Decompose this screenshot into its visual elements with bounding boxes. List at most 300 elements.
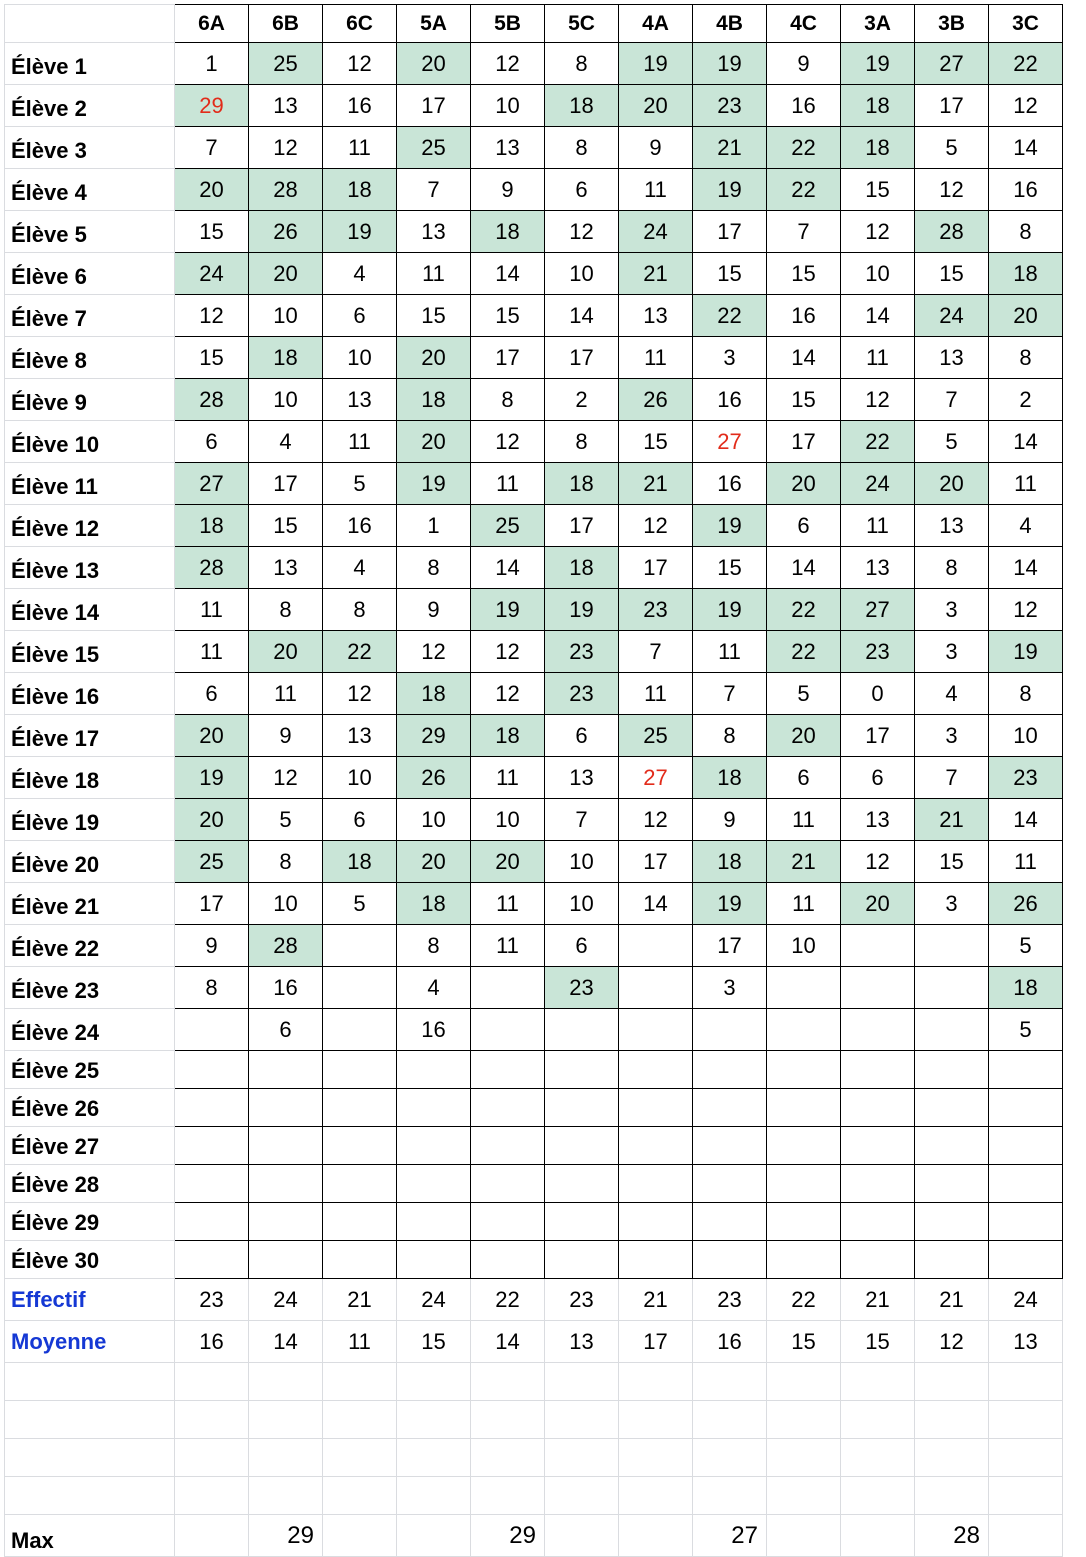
grade-cell[interactable]: 10 [471,799,545,841]
grade-cell[interactable] [545,1089,619,1127]
grade-cell[interactable]: 14 [471,253,545,295]
grade-cell[interactable]: 6 [323,295,397,337]
grade-cell[interactable] [767,1089,841,1127]
grade-cell[interactable] [915,967,989,1009]
grade-cell[interactable]: 7 [619,631,693,673]
grade-cell[interactable] [175,1009,249,1051]
grade-cell[interactable] [693,1165,767,1203]
grade-cell[interactable]: 12 [989,589,1063,631]
grade-cell[interactable] [841,1009,915,1051]
grade-cell[interactable] [175,1127,249,1165]
empty-cell[interactable] [471,1363,545,1401]
grade-cell[interactable]: 13 [545,757,619,799]
grade-cell[interactable]: 3 [915,715,989,757]
empty-cell[interactable] [767,1477,841,1515]
grade-cell[interactable] [841,1165,915,1203]
grade-cell[interactable]: 8 [249,841,323,883]
grade-cell[interactable] [323,1089,397,1127]
empty-cell[interactable] [397,1439,471,1477]
grade-cell[interactable]: 20 [397,841,471,883]
grade-cell[interactable]: 8 [545,127,619,169]
empty-cell[interactable] [249,1439,323,1477]
grade-cell[interactable]: 28 [915,211,989,253]
stat-label[interactable]: Effectif [5,1279,175,1321]
grade-cell[interactable]: 18 [471,715,545,757]
grade-cell[interactable]: 12 [471,421,545,463]
grade-cell[interactable]: 18 [323,841,397,883]
grade-cell[interactable]: 22 [767,589,841,631]
grade-cell[interactable]: 17 [693,211,767,253]
grade-cell[interactable] [323,1009,397,1051]
grade-cell[interactable]: 17 [249,463,323,505]
grade-cell[interactable]: 8 [397,925,471,967]
stat-cell[interactable]: 16 [175,1321,249,1363]
grade-cell[interactable]: 18 [397,379,471,421]
column-header-4b[interactable]: 4B [693,5,767,43]
grade-cell[interactable] [471,1051,545,1089]
grade-cell[interactable] [915,1127,989,1165]
stat-cell[interactable]: 14 [471,1321,545,1363]
grade-cell[interactable]: 18 [545,463,619,505]
grade-cell[interactable]: 11 [693,631,767,673]
grade-cell[interactable]: 10 [249,379,323,421]
grade-cell[interactable]: 16 [397,1009,471,1051]
grade-cell[interactable]: 20 [397,337,471,379]
grade-cell[interactable] [693,1203,767,1241]
grade-cell[interactable]: 16 [249,967,323,1009]
grade-cell[interactable]: 22 [767,127,841,169]
stat-cell[interactable]: 13 [545,1321,619,1363]
empty-cell[interactable] [323,1401,397,1439]
empty-cell[interactable] [175,1477,249,1515]
grade-cell[interactable]: 12 [323,673,397,715]
grade-cell[interactable]: 18 [323,169,397,211]
grade-cell[interactable]: 17 [175,883,249,925]
grade-cell[interactable]: 8 [249,589,323,631]
grade-cell[interactable]: 7 [693,673,767,715]
grade-cell[interactable] [767,1241,841,1279]
grade-cell[interactable]: 5 [915,421,989,463]
grade-cell[interactable]: 22 [767,169,841,211]
grade-cell[interactable] [619,1051,693,1089]
empty-cell[interactable] [619,1363,693,1401]
grade-cell[interactable]: 14 [989,127,1063,169]
grade-cell[interactable]: 13 [471,127,545,169]
empty-cell[interactable] [249,1401,323,1439]
grade-cell[interactable]: 22 [693,295,767,337]
grade-cell[interactable]: 7 [767,211,841,253]
grade-cell[interactable]: 27 [841,589,915,631]
grade-cell[interactable]: 18 [693,757,767,799]
grade-cell[interactable]: 18 [397,883,471,925]
column-header-5a[interactable]: 5A [397,5,471,43]
empty-cell[interactable] [175,1401,249,1439]
grade-cell[interactable] [841,1089,915,1127]
grade-cell[interactable]: 6 [249,1009,323,1051]
grade-cell[interactable]: 17 [619,841,693,883]
stat-cell[interactable]: 23 [175,1279,249,1321]
grade-cell[interactable]: 10 [545,841,619,883]
empty-cell[interactable] [693,1363,767,1401]
grade-cell[interactable]: 11 [767,883,841,925]
grade-cell[interactable]: 12 [989,85,1063,127]
empty-cell[interactable] [915,1477,989,1515]
grade-cell[interactable]: 16 [767,295,841,337]
grade-cell[interactable]: 4 [249,421,323,463]
stat-cell[interactable]: 13 [989,1321,1063,1363]
grade-cell[interactable]: 15 [915,253,989,295]
grade-cell[interactable]: 19 [693,883,767,925]
max-cell[interactable] [397,1515,471,1557]
grade-cell[interactable]: 8 [693,715,767,757]
grade-cell[interactable]: 20 [175,169,249,211]
grade-cell[interactable]: 11 [249,673,323,715]
grade-cell[interactable]: 14 [471,547,545,589]
grade-cell[interactable]: 9 [693,799,767,841]
grade-cell[interactable]: 8 [545,43,619,85]
grade-cell[interactable]: 18 [471,211,545,253]
empty-cell[interactable] [693,1477,767,1515]
grade-cell[interactable]: 10 [989,715,1063,757]
grade-cell[interactable] [545,1127,619,1165]
column-header-5b[interactable]: 5B [471,5,545,43]
grade-cell[interactable]: 8 [989,673,1063,715]
empty-cell[interactable] [841,1477,915,1515]
grade-cell[interactable] [915,1165,989,1203]
stat-cell[interactable]: 23 [693,1279,767,1321]
grade-cell[interactable]: 15 [619,421,693,463]
grade-cell[interactable]: 11 [841,505,915,547]
grade-cell[interactable]: 6 [545,715,619,757]
stat-cell[interactable]: 24 [249,1279,323,1321]
empty-cell[interactable] [175,1363,249,1401]
grade-cell[interactable]: 19 [693,589,767,631]
grade-cell[interactable]: 12 [841,379,915,421]
grade-cell[interactable] [323,1051,397,1089]
grade-cell[interactable] [767,1127,841,1165]
grade-cell[interactable]: 24 [915,295,989,337]
max-cell[interactable]: 28 [915,1515,989,1557]
grade-cell[interactable]: 20 [249,631,323,673]
column-header-3b[interactable]: 3B [915,5,989,43]
grade-cell[interactable]: 17 [767,421,841,463]
stat-cell[interactable]: 21 [915,1279,989,1321]
empty-cell[interactable] [915,1363,989,1401]
grade-cell[interactable]: 6 [767,505,841,547]
grade-cell[interactable]: 12 [471,673,545,715]
column-header-3c[interactable]: 3C [989,5,1063,43]
grade-cell[interactable] [767,1009,841,1051]
stat-cell[interactable]: 12 [915,1321,989,1363]
grade-cell[interactable]: 11 [989,463,1063,505]
grade-cell[interactable] [249,1089,323,1127]
grade-cell[interactable]: 15 [397,295,471,337]
grade-cell[interactable] [545,1241,619,1279]
grade-cell[interactable]: 23 [841,631,915,673]
grade-cell[interactable] [989,1241,1063,1279]
grade-cell[interactable]: 14 [767,547,841,589]
grade-cell[interactable] [175,1203,249,1241]
grade-cell[interactable]: 7 [915,379,989,421]
grade-cell[interactable]: 19 [989,631,1063,673]
grade-cell[interactable] [323,1127,397,1165]
grade-cell[interactable]: 18 [397,673,471,715]
grade-cell[interactable]: 20 [397,43,471,85]
column-header-4c[interactable]: 4C [767,5,841,43]
grade-cell[interactable]: 10 [545,883,619,925]
grade-cell[interactable]: 23 [545,673,619,715]
grade-cell[interactable]: 14 [989,799,1063,841]
grade-cell[interactable] [397,1127,471,1165]
grade-cell[interactable] [471,967,545,1009]
grade-cell[interactable] [471,1165,545,1203]
grade-cell[interactable]: 11 [471,463,545,505]
grade-cell[interactable]: 19 [693,169,767,211]
grade-cell[interactable]: 16 [767,85,841,127]
grade-cell[interactable]: 9 [767,43,841,85]
grade-cell[interactable]: 22 [989,43,1063,85]
grade-cell[interactable]: 13 [323,379,397,421]
empty-cell[interactable] [545,1401,619,1439]
grade-cell[interactable] [471,1241,545,1279]
grade-cell[interactable]: 13 [841,799,915,841]
grade-cell[interactable]: 11 [619,673,693,715]
grade-cell[interactable]: 20 [767,463,841,505]
grade-cell[interactable]: 19 [175,757,249,799]
column-header-6c[interactable]: 6C [323,5,397,43]
column-header-4a[interactable]: 4A [619,5,693,43]
empty-cell[interactable] [397,1363,471,1401]
grade-cell[interactable]: 1 [175,43,249,85]
grade-cell[interactable] [471,1203,545,1241]
grade-cell[interactable]: 12 [545,211,619,253]
empty-cell[interactable] [989,1401,1063,1439]
grade-cell[interactable] [619,1165,693,1203]
grade-cell[interactable] [175,1165,249,1203]
grade-cell[interactable]: 11 [175,589,249,631]
grade-cell[interactable] [767,1203,841,1241]
grade-cell[interactable]: 25 [397,127,471,169]
grade-cell[interactable]: 8 [471,379,545,421]
grade-cell[interactable]: 13 [397,211,471,253]
max-cell[interactable] [323,1515,397,1557]
max-cell[interactable]: 29 [471,1515,545,1557]
grade-cell[interactable]: 13 [619,295,693,337]
grade-cell[interactable]: 11 [471,883,545,925]
empty-cell[interactable] [545,1363,619,1401]
grade-cell[interactable] [989,1203,1063,1241]
grade-cell[interactable]: 5 [323,463,397,505]
grade-cell[interactable]: 19 [693,505,767,547]
grade-cell[interactable]: 1 [397,505,471,547]
empty-cell[interactable] [841,1363,915,1401]
grade-cell[interactable]: 15 [249,505,323,547]
grade-cell[interactable] [915,1203,989,1241]
grade-cell[interactable]: 8 [989,211,1063,253]
stat-cell[interactable]: 21 [841,1279,915,1321]
grade-cell[interactable] [323,967,397,1009]
max-cell[interactable] [767,1515,841,1557]
grade-cell[interactable]: 5 [249,799,323,841]
grade-cell[interactable]: 6 [545,925,619,967]
empty-cell[interactable] [175,1439,249,1477]
grade-cell[interactable] [767,1051,841,1089]
grade-cell[interactable] [915,1089,989,1127]
grade-cell[interactable]: 12 [841,841,915,883]
grade-cell[interactable]: 2 [989,379,1063,421]
stat-cell[interactable]: 15 [841,1321,915,1363]
grade-cell[interactable]: 15 [841,169,915,211]
grade-cell[interactable]: 14 [545,295,619,337]
empty-cell[interactable] [5,1477,175,1515]
grade-cell[interactable]: 15 [693,547,767,589]
grade-cell[interactable]: 4 [323,547,397,589]
student-label[interactable]: Élève 18 [5,757,175,799]
max-cell[interactable] [545,1515,619,1557]
student-label[interactable]: Élève 26 [5,1089,175,1127]
grade-cell[interactable]: 21 [767,841,841,883]
student-label[interactable]: Élève 2 [5,85,175,127]
grade-cell[interactable]: 20 [175,799,249,841]
grade-cell[interactable]: 15 [767,253,841,295]
max-cell[interactable] [841,1515,915,1557]
grade-cell[interactable]: 10 [841,253,915,295]
stat-label[interactable]: Moyenne [5,1321,175,1363]
student-label[interactable]: Élève 17 [5,715,175,757]
grade-cell[interactable]: 8 [989,337,1063,379]
student-label[interactable]: Élève 15 [5,631,175,673]
grade-cell[interactable] [397,1089,471,1127]
grade-cell[interactable]: 5 [989,925,1063,967]
grade-cell[interactable] [471,1127,545,1165]
empty-cell[interactable] [545,1477,619,1515]
stat-cell[interactable]: 17 [619,1321,693,1363]
grade-cell[interactable] [767,1165,841,1203]
student-label[interactable]: Élève 21 [5,883,175,925]
grade-cell[interactable]: 15 [693,253,767,295]
empty-cell[interactable] [915,1439,989,1477]
grade-cell[interactable]: 19 [323,211,397,253]
student-label[interactable]: Élève 23 [5,967,175,1009]
grade-cell[interactable]: 20 [175,715,249,757]
grade-cell[interactable] [175,1241,249,1279]
empty-cell[interactable] [693,1401,767,1439]
grade-cell[interactable]: 13 [249,85,323,127]
grade-cell[interactable]: 9 [471,169,545,211]
grade-cell[interactable]: 9 [619,127,693,169]
grade-cell[interactable] [397,1241,471,1279]
grade-cell[interactable]: 20 [249,253,323,295]
grade-cell[interactable]: 17 [915,85,989,127]
grade-cell[interactable]: 12 [915,169,989,211]
grade-cell[interactable]: 8 [545,421,619,463]
grade-cell[interactable]: 20 [397,421,471,463]
grade-cell[interactable] [619,967,693,1009]
empty-cell[interactable] [397,1401,471,1439]
student-label[interactable]: Élève 11 [5,463,175,505]
empty-cell[interactable] [5,1401,175,1439]
grade-cell[interactable] [619,925,693,967]
empty-cell[interactable] [693,1439,767,1477]
grade-cell[interactable]: 14 [841,295,915,337]
grade-cell[interactable]: 20 [841,883,915,925]
grade-cell[interactable]: 10 [323,757,397,799]
stat-cell[interactable]: 11 [323,1321,397,1363]
grade-cell[interactable]: 10 [471,85,545,127]
grade-cell[interactable]: 23 [545,631,619,673]
grade-cell[interactable]: 21 [619,463,693,505]
grade-cell[interactable]: 19 [471,589,545,631]
grade-cell[interactable]: 12 [175,295,249,337]
empty-cell[interactable] [249,1363,323,1401]
grade-cell[interactable]: 18 [841,127,915,169]
empty-cell[interactable] [5,1363,175,1401]
grade-cell[interactable] [693,1127,767,1165]
stat-cell[interactable]: 23 [545,1279,619,1321]
grade-cell[interactable] [545,1051,619,1089]
student-label[interactable]: Élève 12 [5,505,175,547]
student-label[interactable]: Élève 20 [5,841,175,883]
empty-cell[interactable] [989,1477,1063,1515]
grade-cell[interactable]: 11 [767,799,841,841]
grade-cell[interactable] [841,1241,915,1279]
grade-cell[interactable]: 17 [841,715,915,757]
grade-cell[interactable]: 29 [175,85,249,127]
empty-cell[interactable] [989,1363,1063,1401]
grade-cell[interactable] [545,1009,619,1051]
grade-cell[interactable]: 16 [989,169,1063,211]
empty-cell[interactable] [841,1439,915,1477]
grade-cell[interactable]: 25 [471,505,545,547]
grade-cell[interactable] [841,1127,915,1165]
grade-cell[interactable]: 15 [915,841,989,883]
student-label[interactable]: Élève 29 [5,1203,175,1241]
empty-cell[interactable] [619,1477,693,1515]
grade-cell[interactable] [249,1165,323,1203]
student-label[interactable]: Élève 25 [5,1051,175,1089]
empty-cell[interactable] [989,1439,1063,1477]
grade-cell[interactable] [693,1241,767,1279]
grade-cell[interactable]: 10 [767,925,841,967]
grade-cell[interactable]: 10 [249,295,323,337]
grade-cell[interactable]: 23 [989,757,1063,799]
grade-cell[interactable]: 23 [545,967,619,1009]
grade-cell[interactable]: 3 [915,589,989,631]
grade-cell[interactable]: 13 [915,337,989,379]
grade-cell[interactable] [397,1165,471,1203]
student-label[interactable]: Élève 9 [5,379,175,421]
max-cell[interactable]: 29 [249,1515,323,1557]
grade-cell[interactable]: 28 [249,925,323,967]
empty-cell[interactable] [249,1477,323,1515]
stat-cell[interactable]: 14 [249,1321,323,1363]
grade-cell[interactable]: 12 [323,43,397,85]
empty-cell[interactable] [841,1401,915,1439]
stat-cell[interactable]: 22 [471,1279,545,1321]
grade-cell[interactable]: 24 [619,211,693,253]
grade-cell[interactable] [619,1241,693,1279]
grade-cell[interactable]: 18 [545,85,619,127]
stat-cell[interactable]: 24 [397,1279,471,1321]
grade-cell[interactable]: 4 [323,253,397,295]
grade-cell[interactable]: 6 [767,757,841,799]
grade-cell[interactable]: 20 [471,841,545,883]
grade-cell[interactable]: 17 [619,547,693,589]
grade-cell[interactable] [989,1051,1063,1089]
grade-cell[interactable]: 5 [989,1009,1063,1051]
student-label[interactable]: Élève 5 [5,211,175,253]
grade-cell[interactable] [323,1165,397,1203]
